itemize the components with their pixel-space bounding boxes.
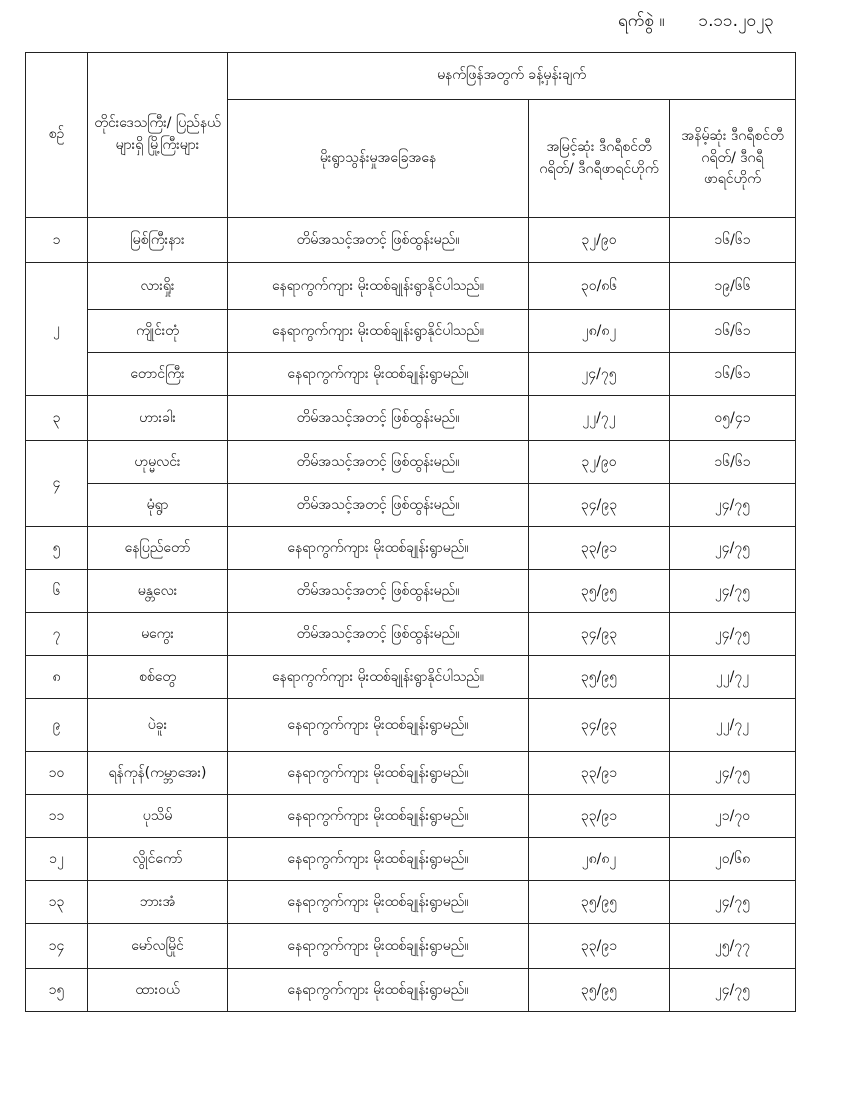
city-name: နေပြည်တော်	[88, 527, 228, 570]
city-name: မန္တလေး	[88, 570, 228, 613]
max-temp: ၃၅/၉၅	[529, 881, 670, 924]
header-region: တိုင်းဒေသကြီး/ ပြည်နယ်များရှိ မြို့ကြီးများ	[88, 53, 228, 218]
rain-condition: တိမ်အသင့်အတင့် ဖြစ်ထွန်းမည်။	[228, 396, 529, 441]
max-temp: ၃၂/၉၀	[529, 441, 670, 484]
min-temp: ၁၉/၆၆	[670, 263, 796, 310]
city-name: တောင်ကြီး	[88, 353, 228, 396]
city-name: ပုသိမ်	[88, 795, 228, 838]
row-number: ၉	[26, 699, 88, 752]
table-row	[26, 838, 796, 881]
min-temp: ၂၀/၆၈	[670, 838, 796, 881]
city-name: ပဲခူး	[88, 699, 228, 752]
rain-condition: တိမ်အသင့်အတင့် ဖြစ်ထွန်းမည်။	[228, 218, 529, 263]
min-temp: ၂၄/၇၅	[670, 613, 796, 656]
row-number: ၄	[26, 441, 88, 527]
table-row	[26, 484, 796, 527]
date-value: ၁.၁၁.၂၀၂၃	[698, 11, 774, 31]
min-temp: ၀၅/၄၁	[670, 396, 796, 441]
table-row	[26, 699, 796, 752]
min-temp: ၂၄/၇၅	[670, 527, 796, 570]
table-row	[26, 310, 796, 353]
city-name: မြစ်ကြီးနား	[88, 218, 228, 263]
rain-condition: နေရာကွက်ကျား မိုးထစ်ချုန်းရွာနိုင်ပါသည်။	[228, 310, 529, 353]
max-temp: ၂၈/၈၂	[529, 838, 670, 881]
min-temp: ၁၆/၆၁	[670, 353, 796, 396]
row-number: ၇	[26, 613, 88, 656]
min-temp: ၂၂/၇၂	[670, 656, 796, 699]
min-temp: ၂၄/၇၅	[670, 752, 796, 795]
city-name: ဟုမ္မလင်း	[88, 441, 228, 484]
header-condition: မိုးရွာသွန်းမှုအခြေအနေ	[228, 100, 529, 218]
max-temp: ၂၈/၈၂	[529, 310, 670, 353]
rain-condition: နေရာကွက်ကျား မိုးထစ်ချုန်းရွာနိုင်ပါသည်။	[228, 656, 529, 699]
row-number: ၂	[26, 263, 88, 396]
row-number: ၁၃	[26, 881, 88, 924]
rain-condition: နေရာကွက်ကျား မိုးထစ်ချုန်းရွာမည်။	[228, 838, 529, 881]
table-row	[26, 924, 796, 969]
rain-condition: နေရာကွက်ကျား မိုးထစ်ချုန်းရွာနိုင်ပါသည်။	[228, 263, 529, 310]
city-name: မော်လမြိုင်	[88, 924, 228, 969]
header-max-temp: အမြင့်ဆုံး ဒီဂရီစင်တီဂရိတ်/ ဒီဂရီဖာရင်ဟိုက်	[529, 100, 670, 218]
row-number: ၁၄	[26, 924, 88, 969]
row-number: ၁	[26, 218, 88, 263]
row-number: ၈	[26, 656, 88, 699]
header-forecast-group: မနက်ဖြန်အတွက် ခန့်မှန်းချက်	[228, 53, 796, 100]
table-row	[26, 396, 796, 441]
table-row	[26, 656, 796, 699]
min-temp: ၂၄/၇၅	[670, 484, 796, 527]
max-temp: ၂၂/၇၂	[529, 396, 670, 441]
table-row	[26, 441, 796, 484]
city-name: မုံရွာ	[88, 484, 228, 527]
city-name: ဘားအံ	[88, 881, 228, 924]
min-temp: ၂၄/၇၅	[670, 570, 796, 613]
rain-condition: နေရာကွက်ကျား မိုးထစ်ချုန်းရွာမည်။	[228, 699, 529, 752]
max-temp: ၃၄/၉၃	[529, 699, 670, 752]
date-line	[618, 10, 818, 35]
header-no: စဉ်	[26, 53, 88, 218]
rain-condition: နေရာကွက်ကျား မိုးထစ်ချုန်းရွာမည်။	[228, 527, 529, 570]
date-label: ရက်စွဲ ။	[618, 11, 665, 31]
max-temp: ၃၀/၈၆	[529, 263, 670, 310]
city-name: ထားဝယ်	[88, 969, 228, 1012]
max-temp: ၃၅/၉၅	[529, 969, 670, 1012]
rain-condition: နေရာကွက်ကျား မိုးထစ်ချုန်းရွာမည်။	[228, 924, 529, 969]
city-name: စစ်တွေ	[88, 656, 228, 699]
max-temp: ၃၃/၉၁	[529, 752, 670, 795]
table-row	[26, 881, 796, 924]
min-temp: ၂၄/၇၅	[670, 881, 796, 924]
table-row	[26, 613, 796, 656]
min-temp: ၂၂/၇၂	[670, 699, 796, 752]
min-temp: ၁၆/၆၁	[670, 310, 796, 353]
rain-condition: နေရာကွက်ကျား မိုးထစ်ချုန်းရွာမည်။	[228, 752, 529, 795]
max-temp: ၃၅/၉၅	[529, 656, 670, 699]
city-name: ဟားခါး	[88, 396, 228, 441]
row-number: ၁၂	[26, 838, 88, 881]
rain-condition: တိမ်အသင့်အတင့် ဖြစ်ထွန်းမည်။	[228, 441, 529, 484]
rain-condition: တိမ်အသင့်အတင့် ဖြစ်ထွန်းမည်။	[228, 570, 529, 613]
row-number: ၁၅	[26, 969, 88, 1012]
row-number: ၃	[26, 396, 88, 441]
min-temp: ၂၁/၇၀	[670, 795, 796, 838]
rain-condition: နေရာကွက်ကျား မိုးထစ်ချုန်းရွာမည်။	[228, 969, 529, 1012]
table-row	[26, 570, 796, 613]
rain-condition: နေရာကွက်ကျား မိုးထစ်ချုန်းရွာမည်။	[228, 795, 529, 838]
table-row	[26, 353, 796, 396]
max-temp: ၃၃/၉၁	[529, 527, 670, 570]
min-temp: ၂၅/၇၇	[670, 924, 796, 969]
row-number: ၆	[26, 570, 88, 613]
rain-condition: နေရာကွက်ကျား မိုးထစ်ချုန်းရွာမည်။	[228, 881, 529, 924]
rain-condition: နေရာကွက်ကျား မိုးထစ်ချုန်းရွာမည်။	[228, 353, 529, 396]
max-temp: ၃၅/၉၅	[529, 570, 670, 613]
table-body	[26, 218, 796, 1012]
max-temp: ၂၄/၇၅	[529, 353, 670, 396]
header-min-temp: အနိမ့်ဆုံး ဒီဂရီစင်တီဂရိတ်/ ဒီဂရီဖာရင်ဟိုက်	[670, 100, 796, 218]
max-temp: ၃၃/၉၁	[529, 795, 670, 838]
table-row	[26, 263, 796, 310]
table-row	[26, 969, 796, 1012]
row-number: ၁၁	[26, 795, 88, 838]
row-number: ၁၀	[26, 752, 88, 795]
max-temp: ၃၄/၉၃	[529, 613, 670, 656]
rain-condition: တိမ်အသင့်အတင့် ဖြစ်ထွန်းမည်။	[228, 484, 529, 527]
city-name: ကျိုင်းတုံ	[88, 310, 228, 353]
min-temp: ၁၆/၆၁	[670, 218, 796, 263]
max-temp: ၃၂/၉၀	[529, 218, 670, 263]
rain-condition: တိမ်အသင့်အတင့် ဖြစ်ထွန်းမည်။	[228, 613, 529, 656]
forecast-table	[25, 52, 796, 1012]
table-row	[26, 218, 796, 263]
max-temp: ၃၄/၉၃	[529, 484, 670, 527]
min-temp: ၂၄/၇၅	[670, 969, 796, 1012]
table-row	[26, 527, 796, 570]
max-temp: ၃၃/၉၁	[529, 924, 670, 969]
city-name: လွိုင်ကော်	[88, 838, 228, 881]
row-number: ၅	[26, 527, 88, 570]
table-row	[26, 795, 796, 838]
city-name: မကွေး	[88, 613, 228, 656]
city-name: ရန်ကုန်(ကမ္ဘာအေး)	[88, 752, 228, 795]
city-name: လားရှိုး	[88, 263, 228, 310]
table-row	[26, 752, 796, 795]
min-temp: ၁၆/၆၁	[670, 441, 796, 484]
